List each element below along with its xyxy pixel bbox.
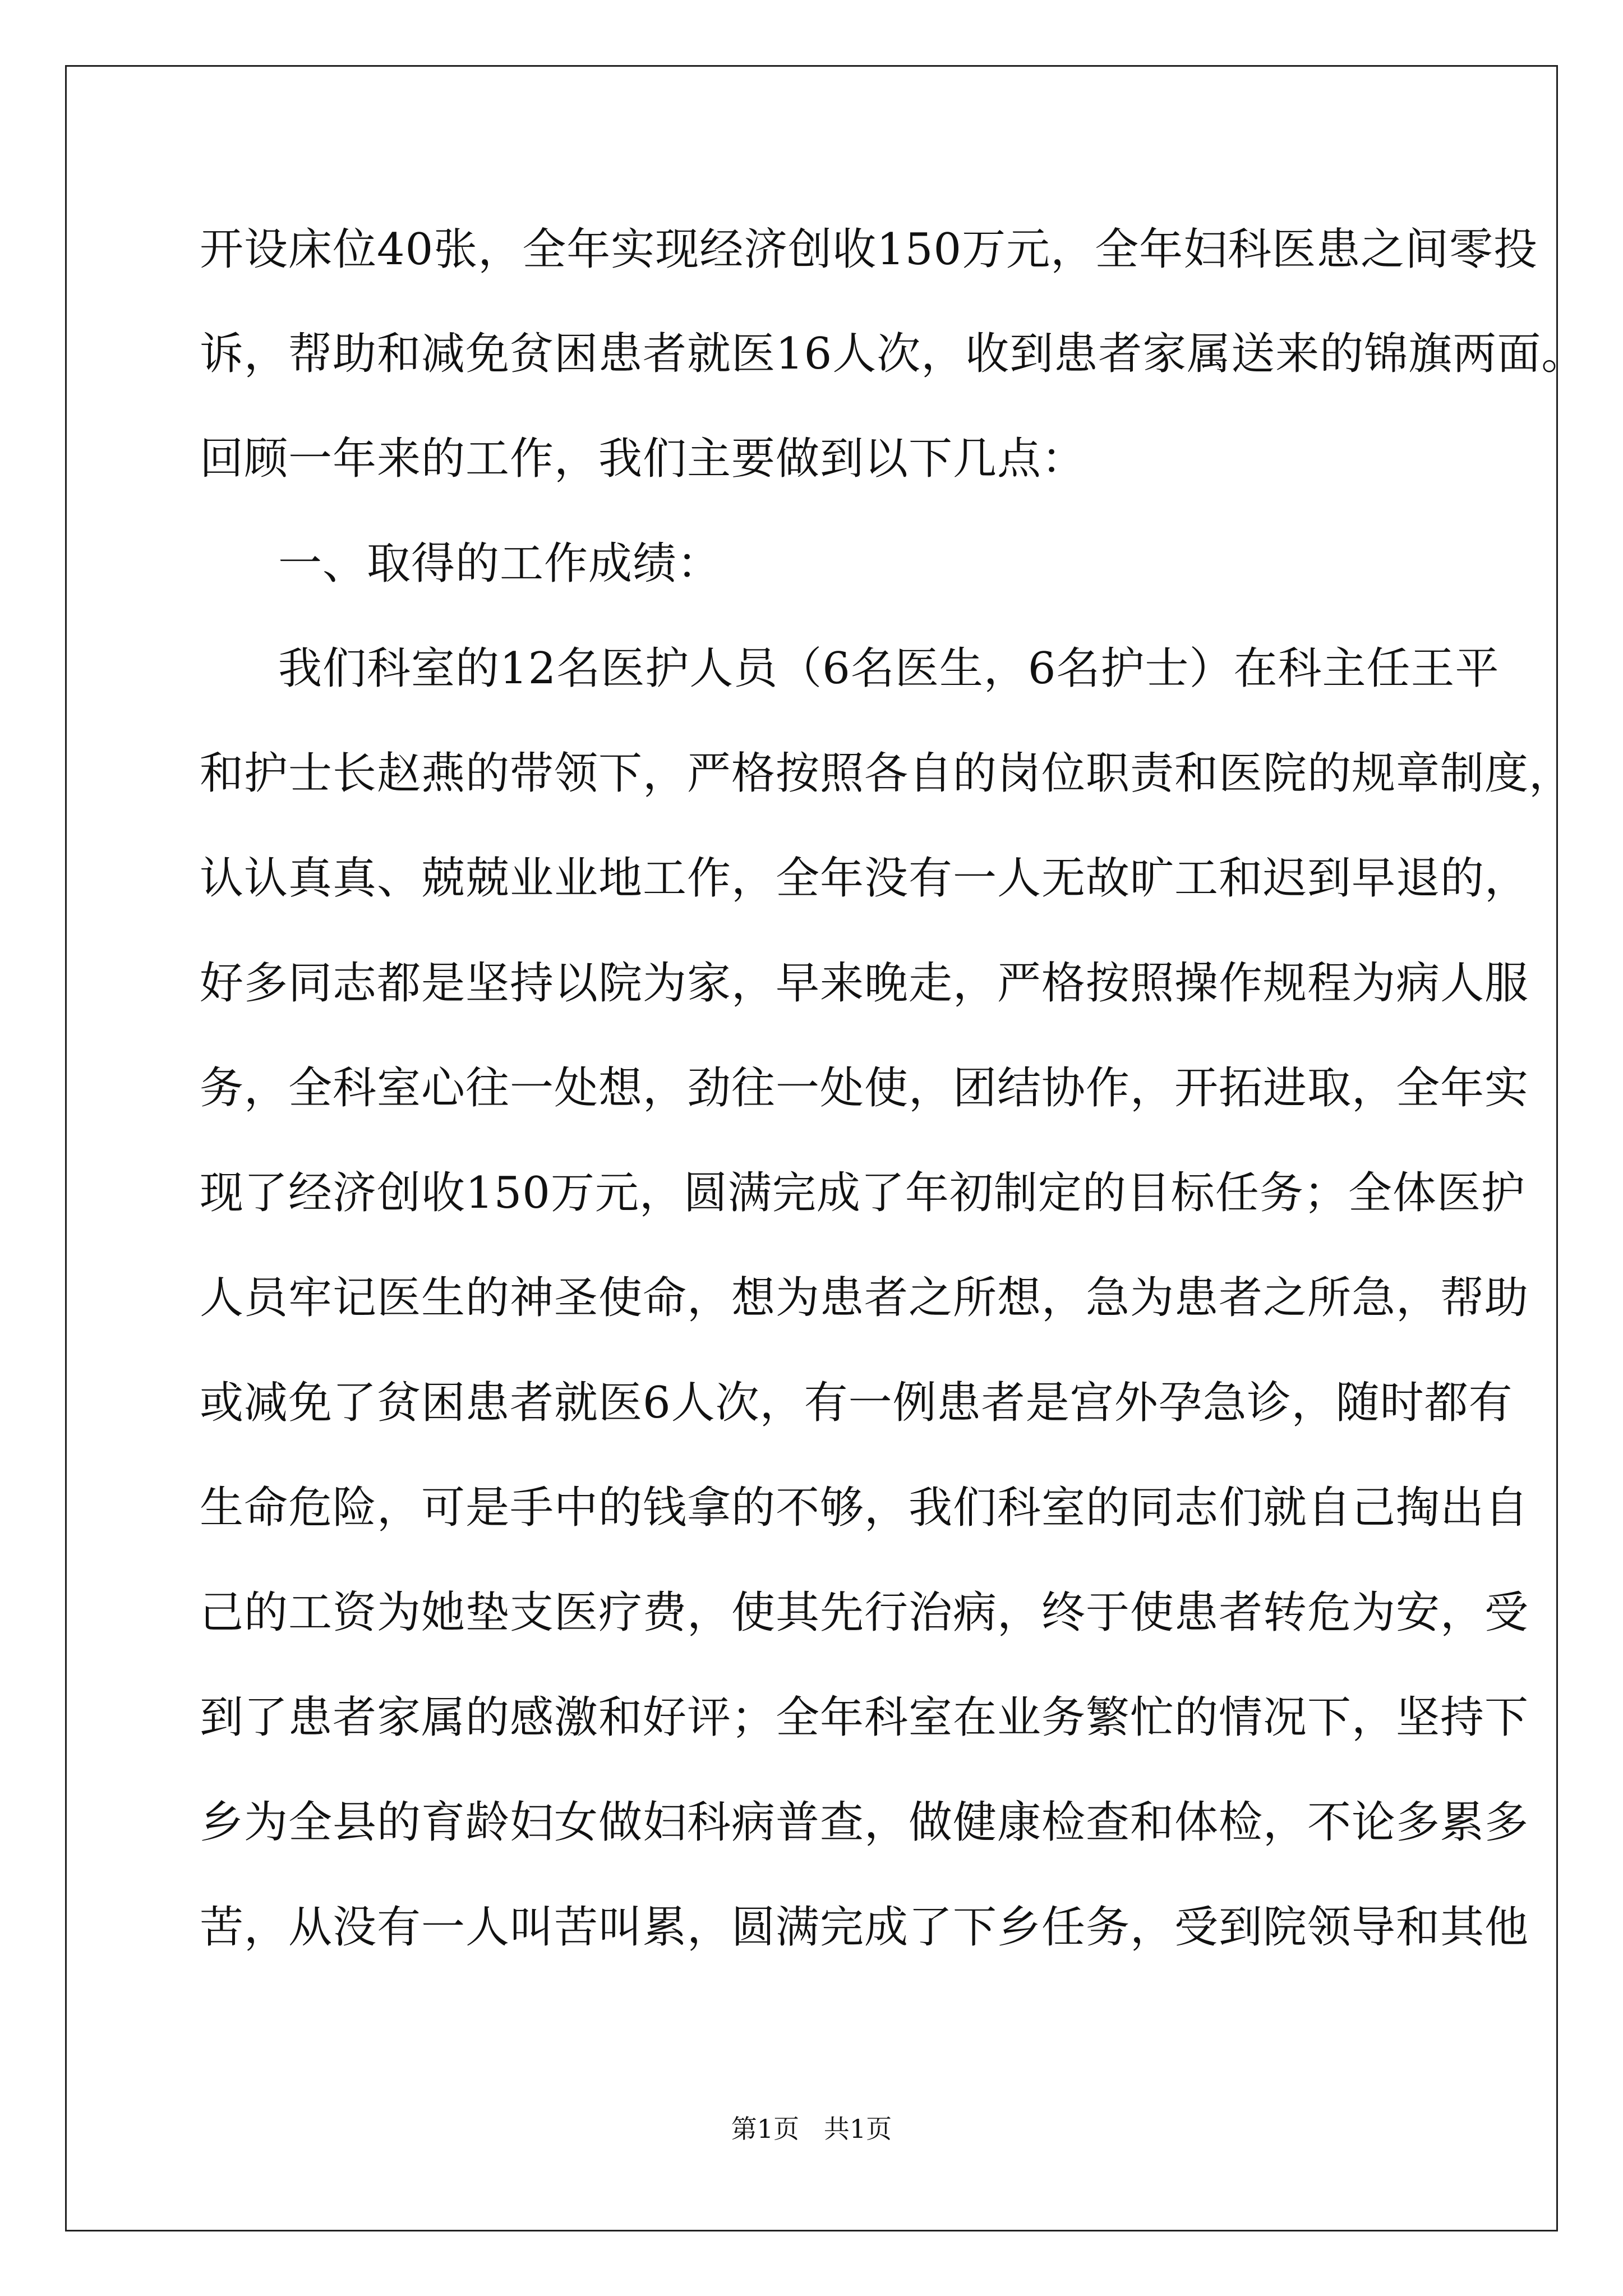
text-line: 苦，从没有一人叫苦叫累，圆满完成了下乡任务，受到院领导和其他	[200, 1902, 1529, 1953]
text-line: 开设床位40张，全年实现经济创收150万元，全年妇科医患之间零投	[200, 224, 1538, 275]
text-line: 或减免了贫困患者就医6人次，有一例患者是宫外孕急诊，随时都有	[200, 1378, 1513, 1428]
section-heading: 一、取得的工作成绩：	[278, 539, 722, 589]
text-line: 好多同志都是坚持以院为家，早来晚走，严格按照操作规程为病人服	[200, 958, 1529, 1009]
text-line: 现了经济创收150万元，圆满完成了年初制定的目标任务；全体医护	[200, 1168, 1525, 1218]
text-line: 乡为全县的育龄妇女做妇科病普查，做健康检查和体检，不论多累多	[200, 1797, 1529, 1848]
text-line: 诉，帮助和减免贫困患者就医16人次，收到患者家属送来的锦旗两面。	[200, 329, 1586, 379]
page-number: 第1页 共1页	[731, 2114, 892, 2144]
text-line: 务，全科室心往一处想，劲往一处使，团结协作，开拓进取，全年实	[200, 1063, 1529, 1114]
text-line: 认认真真、兢兢业业地工作，全年没有一人无故旷工和迟到早退的，	[200, 853, 1529, 904]
text-line: 和护士长赵燕的带领下，严格按照各自的岗位职责和医院的规章制度，	[200, 748, 1574, 799]
text-line: 我们科室的12名医护人员（6名医生，6名护士）在科主任王平	[278, 643, 1500, 694]
text-line: 生命危险，可是手中的钱拿的不够，我们科室的同志们就自己掏出自	[200, 1483, 1529, 1533]
text-line: 到了患者家属的感激和好评；全年科室在业务繁忙的情况下，坚持下	[200, 1692, 1529, 1743]
text-line: 己的工资为她垫支医疗费，使其先行治病，终于使患者转危为安，受	[200, 1588, 1529, 1638]
text-line: 人员牢记医生的神圣使命，想为患者之所想，急为患者之所急，帮助	[200, 1273, 1529, 1323]
text-line: 回顾一年来的工作，我们主要做到以下几点：	[200, 434, 1086, 484]
